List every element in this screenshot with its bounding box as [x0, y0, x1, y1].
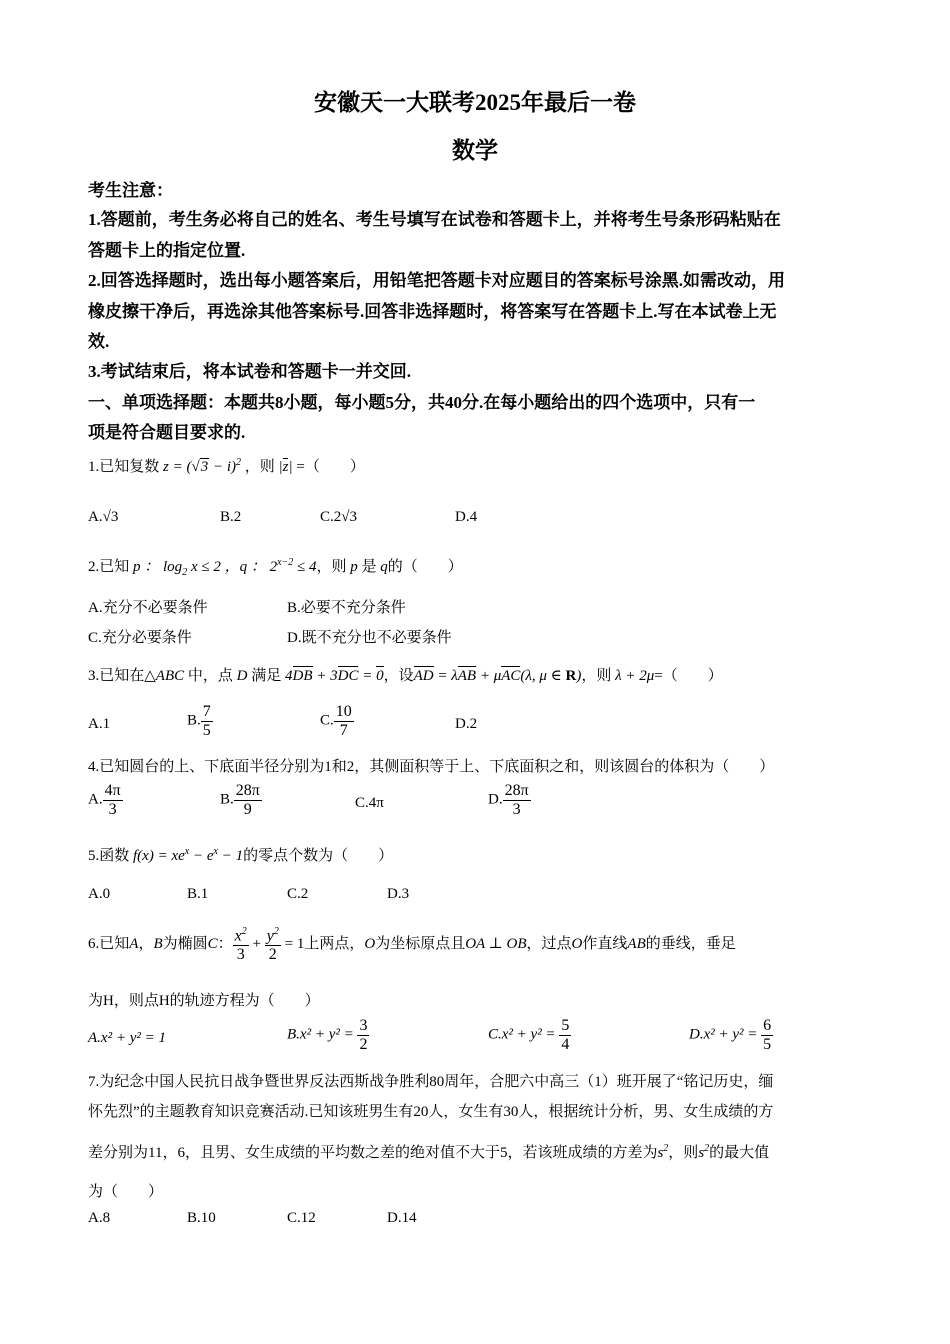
- notice-heading: 考生注意：: [88, 181, 173, 200]
- exam-title: 安徽天一大联考2025年最后一卷: [314, 90, 636, 115]
- notice-item-2b: 橡皮擦干净后，再选涂其他答案标号.回答非选择题时，将答案写在答题卡上.写在本试卷上无: [88, 302, 777, 321]
- q3-option-b: B. $\frac{7}{5}$: [187, 703, 211, 739]
- q2-stem: 2.已知 p ： $\log_2 x \le 2$ ，q ： $2^{x-2} \le 4$，则 p 是 q的（ ）: [88, 557, 463, 578]
- q7-line2: 怀先烈”的主题教育知识竞赛活动.已知该班男生有20人，女生有30人，根据统计分析，男、女生成绩的方: [88, 1104, 774, 1120]
- q6-option-b: B.x² + y² = $\frac{3}{2}$: [287, 1017, 368, 1053]
- q7-option-d: D.14: [387, 1210, 417, 1226]
- q1-modulus: |z|: [278, 459, 293, 475]
- q7-line3: 差分别为11，6，且男、女生成绩的平均数之差的绝对值不大于5，若该班成绩的方差为$s^2$，则$s^2$的最大值: [88, 1143, 770, 1161]
- q6-option-a: A.x² + y² = 1: [88, 1030, 166, 1046]
- q7-line1: 7.为纪念中国人民抗日战争暨世界反法西斯战争胜利80周年，合肥六中高三（1）班开展了“铭记历史，缅: [88, 1074, 774, 1090]
- q1-option-d: D.4: [455, 509, 478, 525]
- q3-stem: 3.已知在△ABC 中，点 D 满足 4DB + 3DC = 0，设AD = λAB + μAC(λ, μ ∈ R)，则 λ + 2μ=（ ）: [88, 668, 723, 684]
- q4-option-b: B. $\frac{28\pi}{9}$: [220, 782, 260, 818]
- q3-vector-eq: 4DB + 3DC = 0: [285, 668, 384, 684]
- notice-item-1b: 答题卡上的指定位置.: [88, 241, 246, 260]
- notice-item-1a: 1.答题前，考生务必将自己的姓名、考生号填写在试卷和答题卡上，并将考生号条形码粘贴在: [88, 210, 781, 229]
- section1-line1: 一、单项选择题：本题共8小题，每小题5分，共40分.在每小题给出的四个选项中，只有一: [88, 393, 756, 412]
- exam-subject: 数学: [452, 138, 498, 163]
- q6-stem: 6.已知A，B为椭圆C： $\frac{x^2}{3}$ + $\frac{y^2}{2}$ = 1上两点，O为坐标原点且OA ⊥ OB，过点O作直线AB的垂线，垂足: [88, 926, 736, 963]
- q2-formula: p ： $\log_2 x \le 2$ ，q ： $2^{x-2} \le 4$: [133, 557, 317, 578]
- q5-option-c: C.2: [287, 886, 309, 902]
- notice-item-3: 3.考试结束后，将本试卷和答题卡一并交回.: [88, 362, 411, 381]
- q1-option-c: C.2√3: [320, 509, 357, 525]
- q6-stem-line2: 为H，则点H的轨迹方程为（ ）: [88, 993, 320, 1009]
- q7-line4: 为（ ）: [88, 1184, 164, 1200]
- q7-option-b: B.10: [187, 1210, 216, 1226]
- q4-option-a: A. $\frac{4\pi}{3}$: [88, 782, 121, 818]
- q6-option-d: D.x² + y² = $\frac{6}{5}$: [689, 1017, 772, 1053]
- q3-option-d: D.2: [455, 716, 478, 732]
- q5-option-d: D.3: [387, 886, 410, 902]
- q5-stem: 5.函数 $f(x) = xe^x - e^x - 1$的零点个数为（ ）: [88, 846, 394, 864]
- q6-ellipse-x: $\frac{x^2}{3}$: [234, 926, 247, 963]
- section1-line2: 项是符合题目要求的.: [88, 423, 246, 442]
- notice-item-2a: 2.回答选择题时，选出每小题答案后，用铅笔把答题卡对应题目的答案标号涂黑.如需改动，用: [88, 271, 785, 290]
- q3-option-c: C. $\frac{10}{7}$: [320, 703, 352, 739]
- q2-option-a: A.充分不必要条件: [88, 600, 208, 616]
- q2-option-b: B.必要不充分条件: [287, 600, 406, 616]
- q3-decomposition: AD = λAB + μAC(λ, μ ∈ R): [413, 668, 582, 684]
- q5-option-b: B.1: [187, 886, 209, 902]
- q3-option-a: A.1: [88, 716, 111, 732]
- q1-option-a: A.√3: [88, 509, 119, 525]
- q4-stem: 4.已知圆台的上、下底面半径分别为1和2，其侧面积等于上、下底面积之和，则该圆台的体积为（ ）: [88, 759, 775, 775]
- q5-formula: $f(x) = xe^x - e^x - 1$: [133, 846, 244, 864]
- q1-formula: $z = (√3 - i)^2$: [163, 457, 241, 475]
- q2-option-d: D.既不充分也不必要条件: [287, 630, 452, 646]
- q2-option-c: C.充分必要条件: [88, 630, 192, 646]
- q5-option-a: A.0: [88, 886, 111, 902]
- notice-item-2c: 效.: [88, 332, 110, 351]
- q6-option-c: C.x² + y² = $\frac{5}{4}$: [488, 1017, 570, 1053]
- q6-ellipse-y: $\frac{y^2}{2}$: [266, 926, 279, 963]
- q7-option-c: C.12: [287, 1210, 316, 1226]
- q1-stem: 1.已知复数 $z = (√3 - i)^2$ ，则 |z| =（ ）: [88, 457, 365, 475]
- q1-option-b: B.2: [220, 509, 242, 525]
- q4-option-c: C.4π: [355, 795, 384, 811]
- q4-option-d: D. $\frac{28\pi}{3}$: [488, 782, 529, 818]
- q7-option-a: A.8: [88, 1210, 111, 1226]
